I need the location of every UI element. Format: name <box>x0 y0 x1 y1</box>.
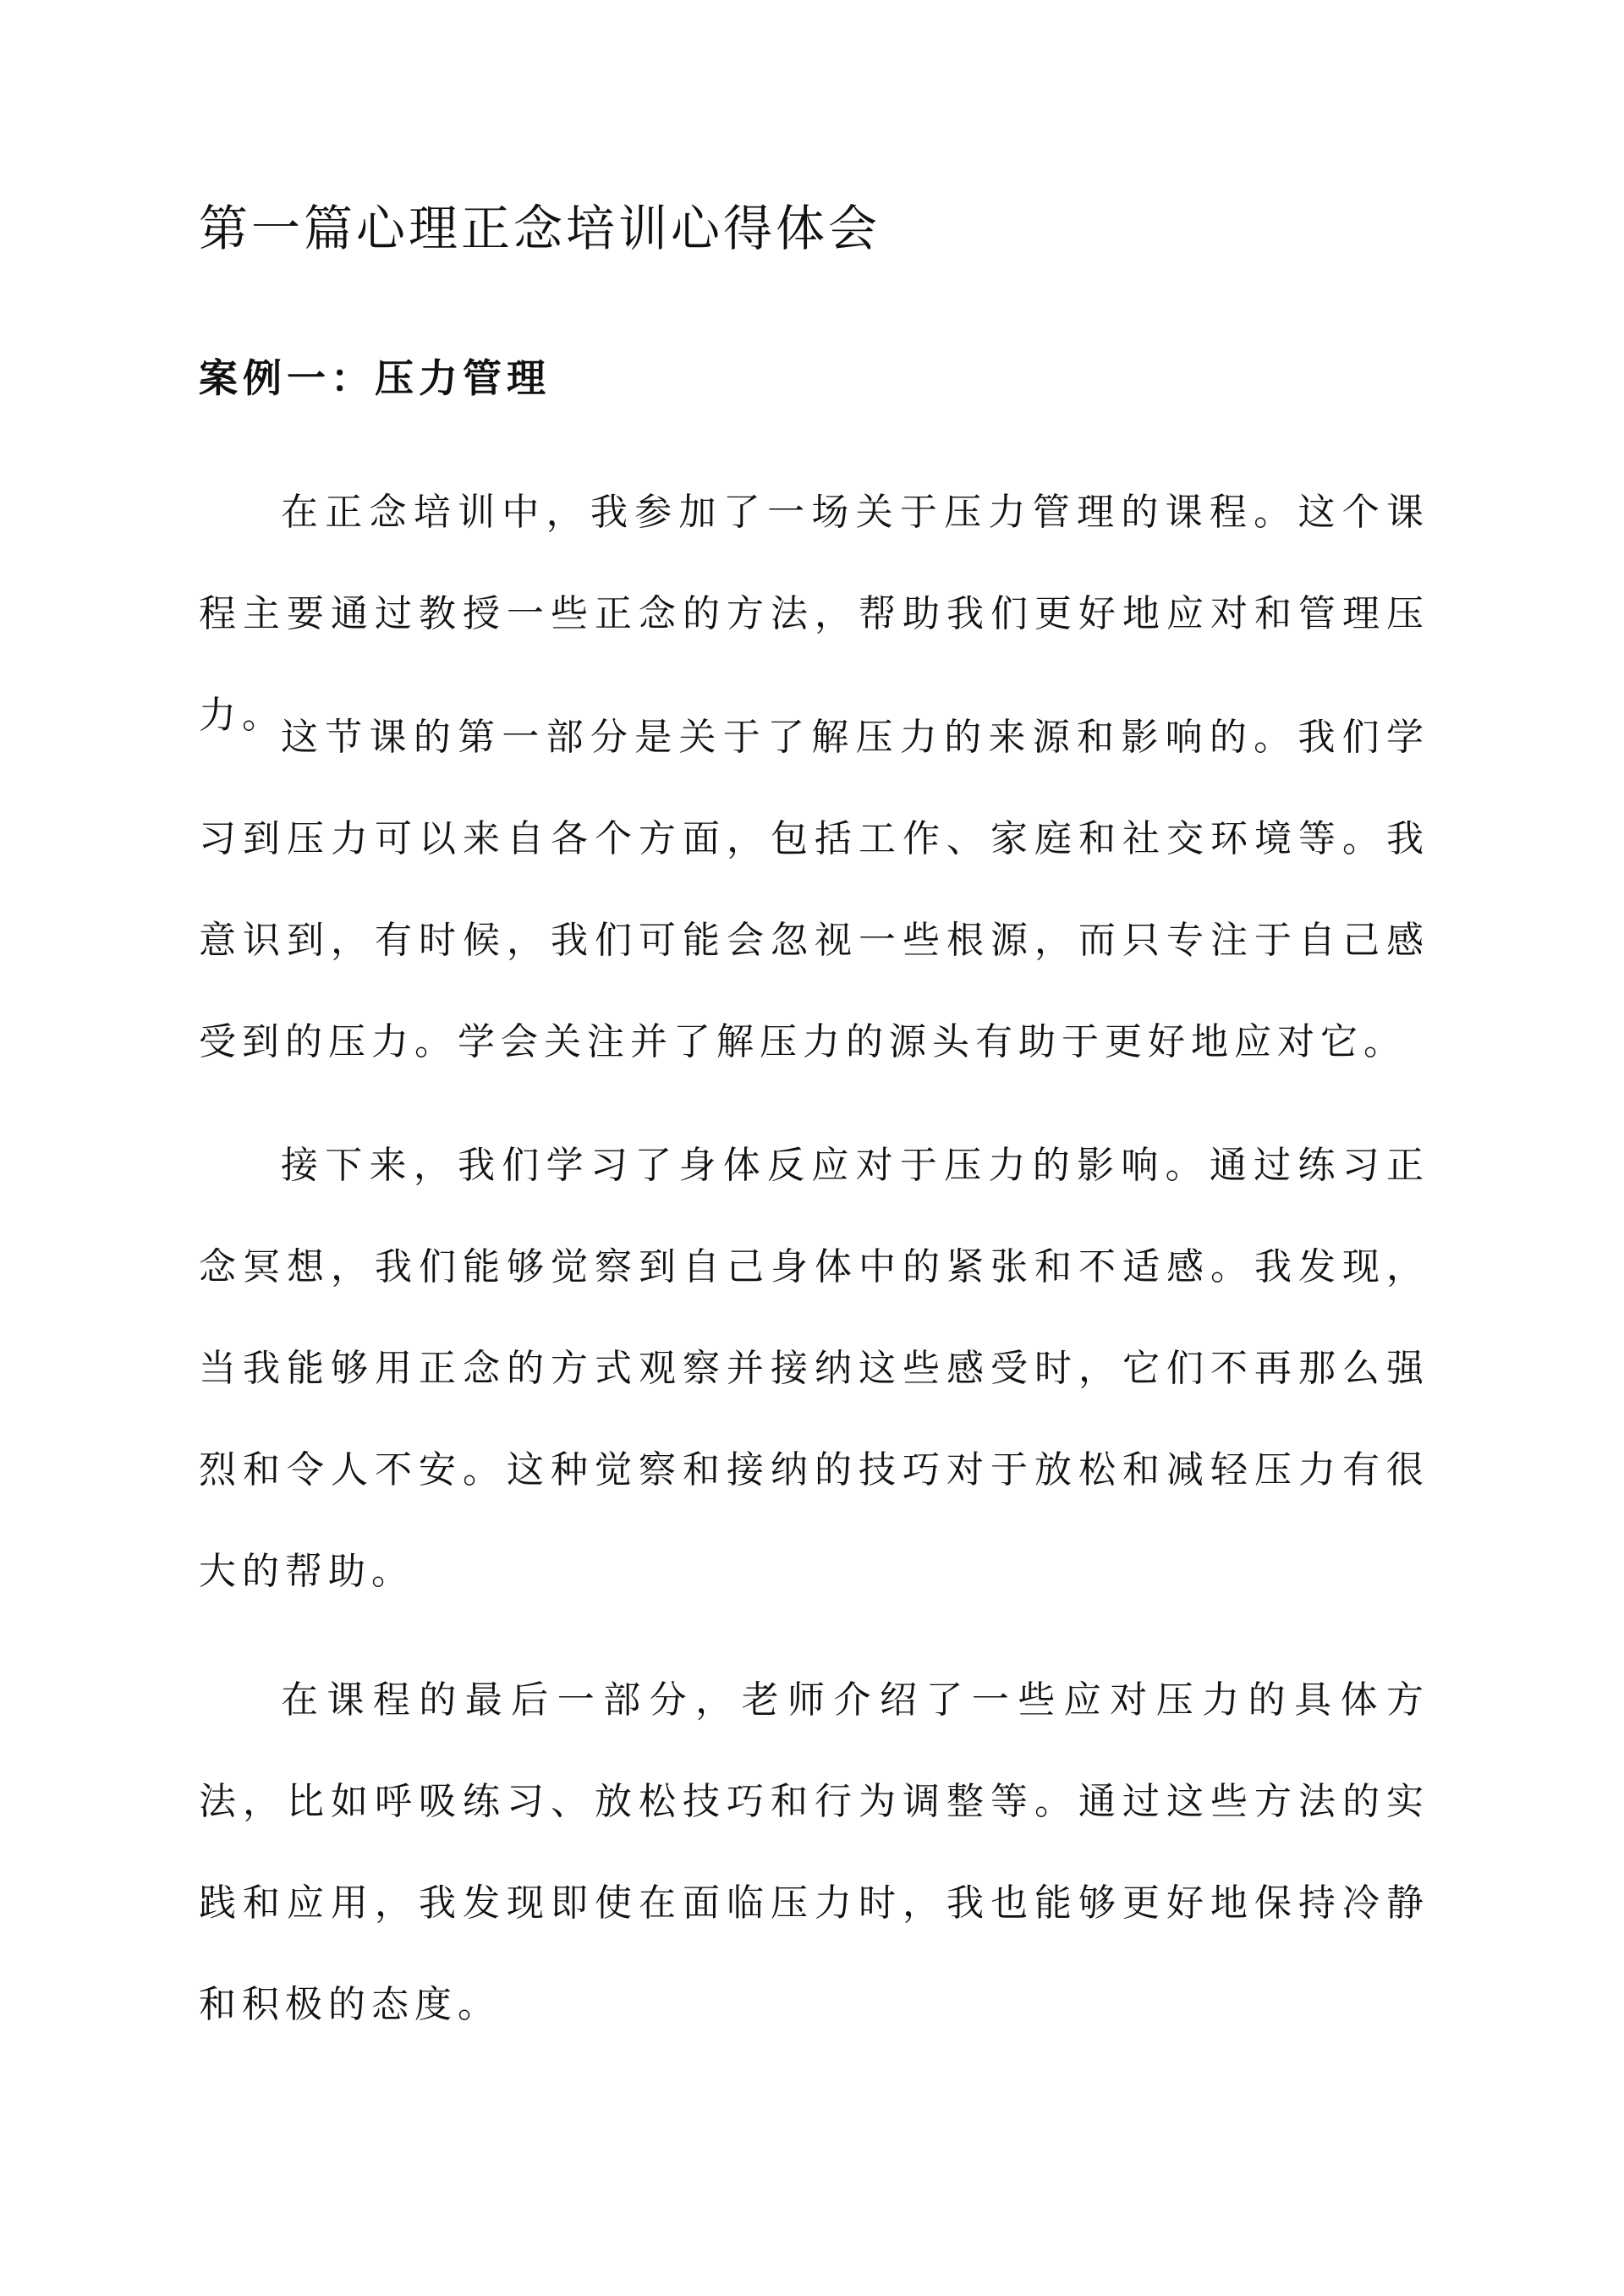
document-title: 第一篇心理正念培训心得体会 <box>199 200 881 257</box>
paragraph-2: 这节课的第一部分是关于了解压力的来源和影响的。我们学习到压力可以来自各个方面，包括工作、家庭和社交环境等。我意识到，有时候，我们可能会忽视一些根源，而只专注于自己感受到的压力。学会关注并了解压力的源头有助于更好地应对它。 <box>199 716 1429 1063</box>
paragraph-3: 接下来，我们学习了身体反应对于压力的影响。通过练习正念冥想，我们能够觉察到自己身体中的紧张和不适感。我发现，当我能够用正念的方式观察并接纳这些感受时，它们不再那么强烈和令人不安。这种觉察和接纳的技巧对于放松和减轻压力有很大的帮助。 <box>199 1144 1429 1593</box>
paragraph-1: 在正念培训中，我参加了一场关于压力管理的课程。这个课程主要通过教授一些正念的方法，帮助我们更好地应对和管理压力。 <box>199 491 1429 737</box>
paragraph-4: 在课程的最后一部分，老师介绍了一些应对压力的具体方法，比如呼吸练习、放松技巧和行为调整等。通过这些方法的实践和应用，我发现即使在面临压力时，我也能够更好地保持冷静和积极的态度。 <box>199 1678 1429 2026</box>
section-heading: 案例一：压力管理 <box>199 355 551 401</box>
